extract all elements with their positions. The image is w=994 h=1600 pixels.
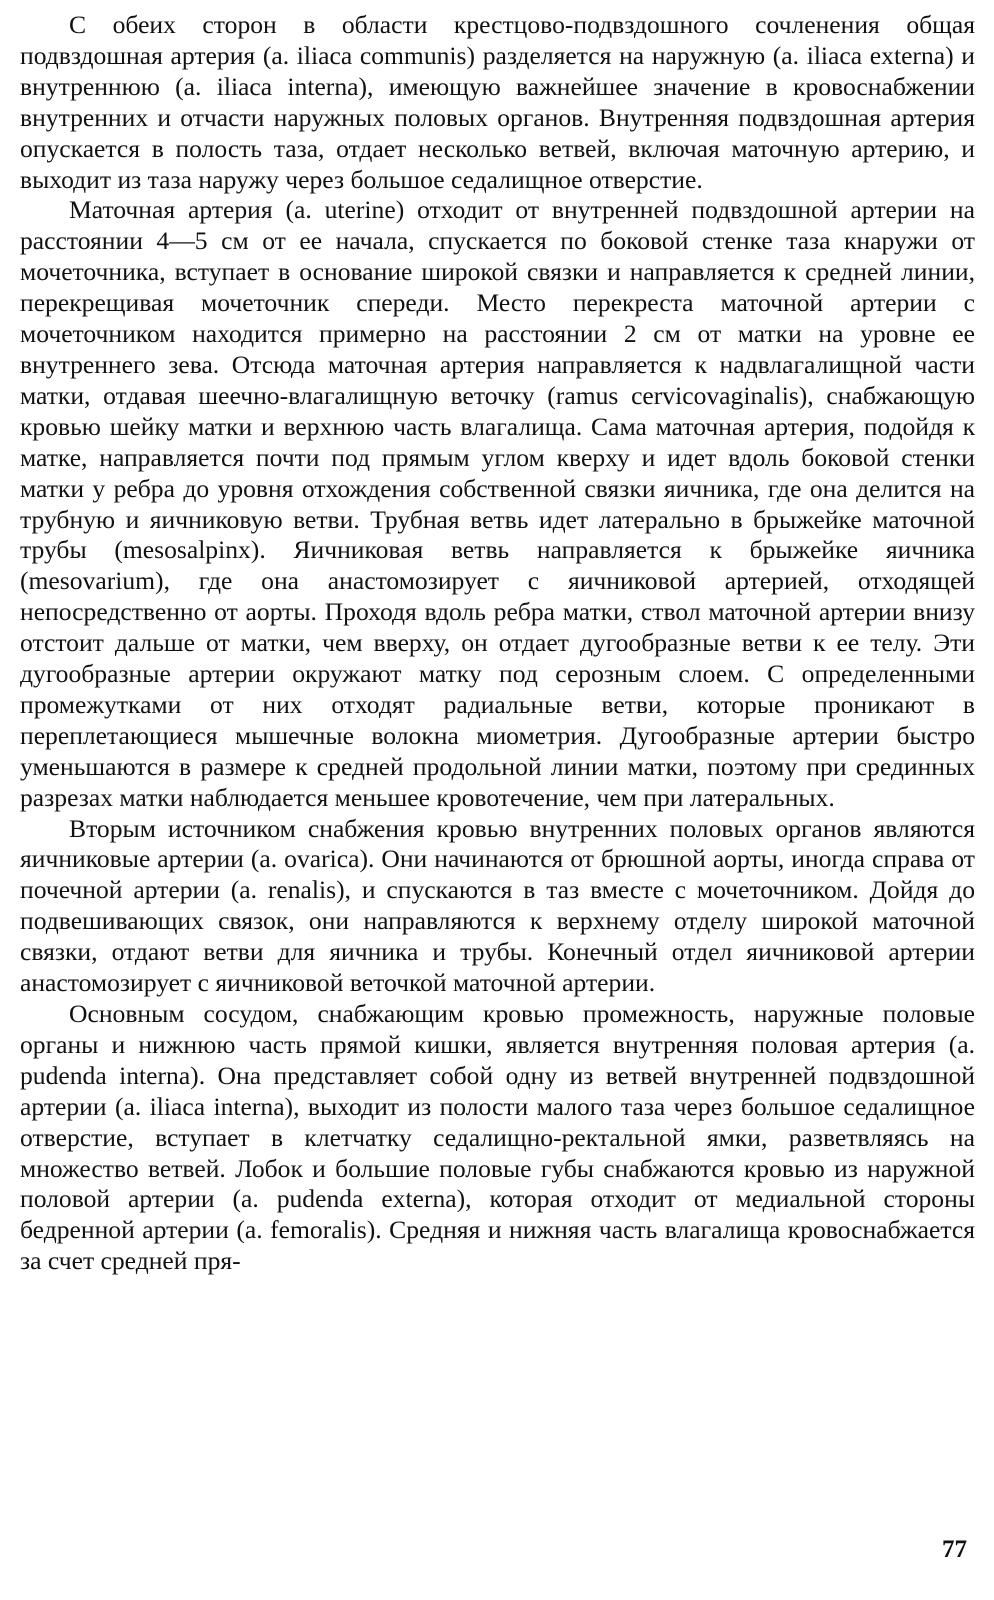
- paragraph-3: Вторым источником снабжения кровью внутренних половых органов являются яичниковые артерии (a. ovarica). Они начинаются от брюшной аорты, иногда справа от почечной артерии (a. renalis), и спускаются в таз вместе с мочеточником. Дойдя до подвешивающих связок, они направляются к верхнему отделу широкой маточной связки, отдают ветви для яичника и трубы. Конечный отдел яичниковой артерии анастомозирует с яичниковой веточкой маточной артерии.: [20, 813, 975, 998]
- paragraph-4: Основным сосудом, снабжающим кровью промежность, наружные половые органы и нижнюю часть прямой кишки, является внутренняя половая артерия (a. pudenda interna). Она представляет собой одну из ветвей внутренней подвздошной артерии (a. iliaca interna), выходит из полости малого таза через большое седалищное отверстие, вступает в клетчатку седалищно-ректальной ямки, разветвляясь на множество ветвей. Лобок и большие половые губы снабжаются кровью из наружной половой артерии (a. pudenda externa), которая отходит от медиальной стороны бедренной артерии (a. femoralis). Средняя и нижняя часть влагалища кровоснабжается за счет средней пря-: [20, 999, 976, 1276]
- page-body: [20, 10, 975, 1590]
- paragraph-1: С обеих сторон в области крестцово-подвздошного сочленения общая подвздошная артерия (a. iliaca communis) разделяется на наружную (a. iliaca externa) и внутреннюю (a. iliaca interna), имеющую важнейшее значение в кровоснабжении внутренних и отчасти наружных половых органов. Внутренняя подвздошная артерия опускается в полость таза, отдает несколько ветвей, включая маточную артерию, и выходит из таза наружу через большое седалищное отверстие.: [20, 10, 975, 194]
- paragraph-2: Маточная артерия (a. uterine) отходит от внутренней подвздошной артерии на расстоянии 4—5 см от ее начала, спускается по боковой стенке таза кнаружи от мочеточника, вступает в основание широкой связки и направляется к средней линии, перекрещивая мочеточник спереди. Место перекреста маточной артерии с мочеточником находится примерно на расстоянии 2 см от матки на уровне ее внутреннего зева. Отсюда маточная артерия направляется к надвлагалищной части матки, отдавая шеечно-влагалищную веточку (ramus cervicovaginalis), снабжающую кровью шейку матки и верхнюю часть влагалища. Сама маточная артерия, подойдя к матке, направляется почти под прямым углом кверху и идет вдоль боковой стенки матки у ребра до уровня отхождения собственной связки яичника, где она делится на трубную и яичниковую ветви. Трубная ветвь идет латерально в брыжейке маточной трубы (mesosalpinx). Яичниковая ветвь направляется к брыжейке яичника (mesovarium), где она анастомозирует с яичниковой артерией, отходящей непосредственно от аорты. Проходя вдоль ребра матки, ствол маточной артерии внизу отстоит дальше от матки, чем вверху, он отдает дугообразные ветви к ее телу. Эти дугообразные артерии окружают матку под серозным слоем. С определенными промежутками от них отходят радиальные ветви, которые проникают в переплетающиеся мышечные волокна миометрия. Дугообразные артерии быстро уменьшаются в размере к средней продольной линии матки, поэтому при срединных разрезах матки наблюдается меньшее кровотечение, чем при латеральных.: [20, 195, 975, 812]
- page-number: 77: [942, 1536, 967, 1564]
